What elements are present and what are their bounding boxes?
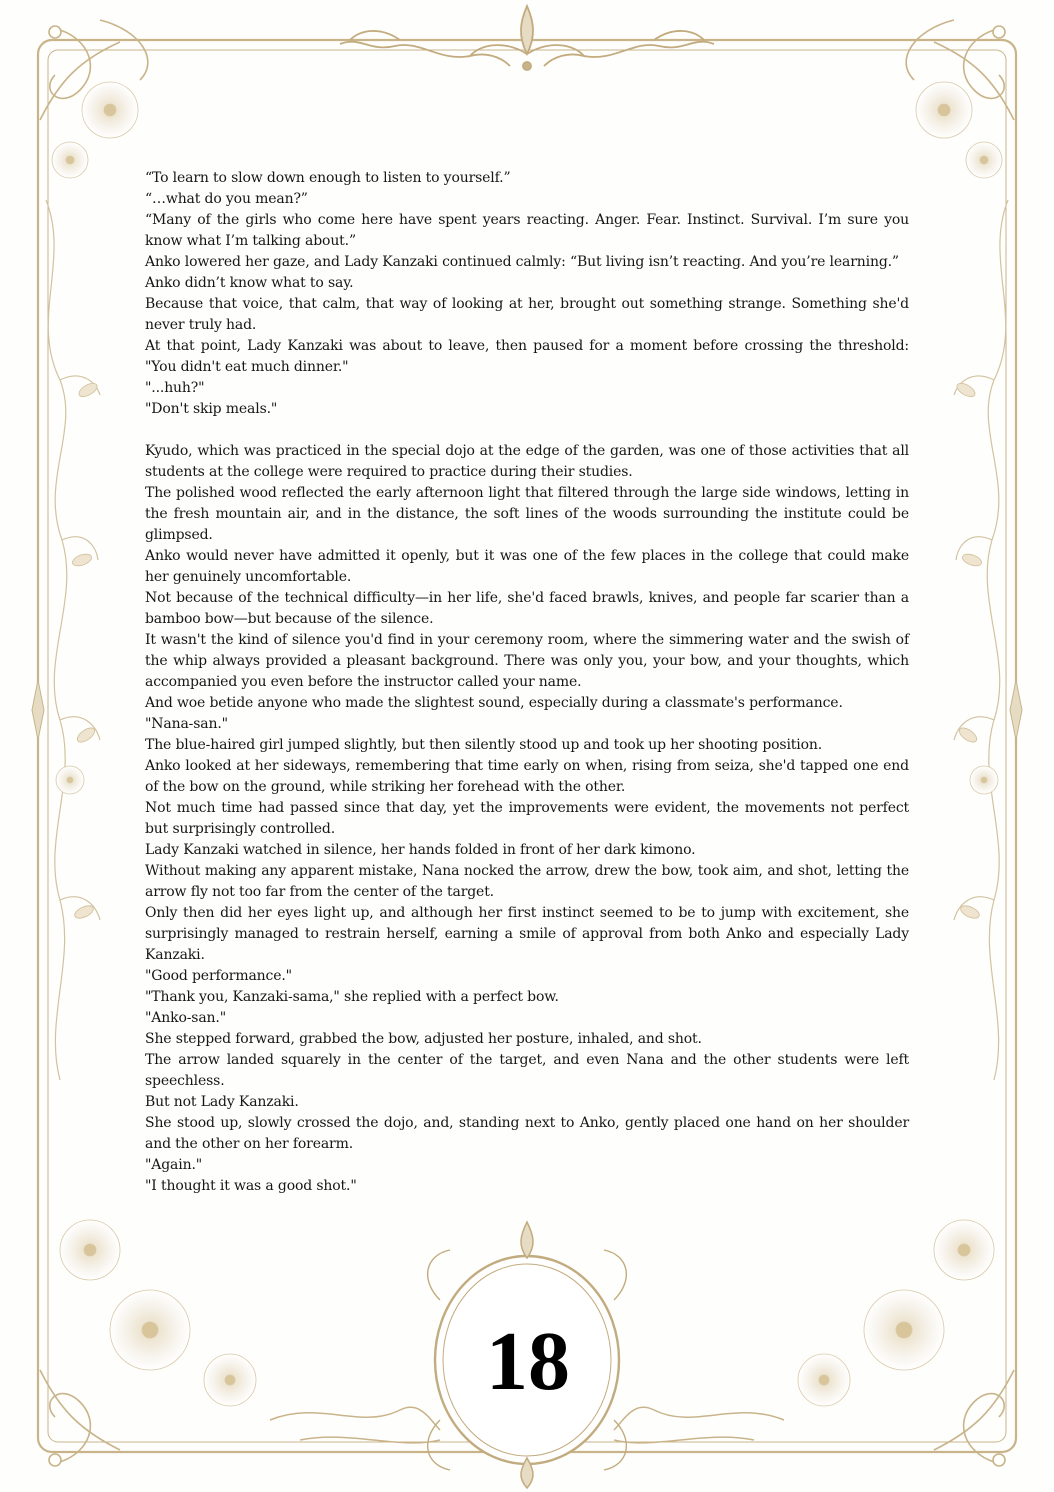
- paragraph: Anko lowered her gaze, and Lady Kanzaki continued calmly: “But living isn’t reacting. And you’re learning.”: [145, 254, 899, 270]
- paragraph: “…what do you mean?”: [145, 191, 308, 207]
- right-vine: [954, 200, 1008, 1080]
- paragraph: It wasn't the kind of silence you'd find in your ceremony room, where the simmering water and the swish of the whip always provided a pleasant background. There was only you, your bow, and your thoughts, which accompanied you even before the instructor called your name.: [145, 632, 909, 690]
- paragraph: "Nana-san.": [145, 716, 228, 732]
- scene-break: [145, 420, 909, 441]
- paragraph: “Many of the girls who come here have spent years reacting. Anger. Fear. Instinct. Survival. I’m sure you know what I’m talking about.”: [145, 212, 909, 249]
- paragraph: "Good performance.": [145, 968, 292, 984]
- paragraph: Anko didn’t know what to say.: [145, 275, 354, 291]
- left-vine: [46, 200, 100, 1080]
- paragraph: Anko looked at her sideways, remembering that time early on when, rising from seiza, she'd tapped one end of the bow on the ground, while striking her forehead with the other.: [145, 758, 909, 795]
- top-fleur-ornament: [340, 6, 714, 70]
- paragraph: "Again.": [145, 1157, 203, 1173]
- paragraph: Lady Kanzaki watched in silence, her hands folded in front of her dark kimono.: [145, 842, 696, 858]
- paragraph: Only then did her eyes light up, and although her first instinct seemed to be to jump with excitement, she surprisingly managed to restrain herself, earning a smile of approval from both Anko and especially Lady Kanzaki.: [145, 905, 909, 963]
- paragraph: "...huh?": [145, 380, 205, 396]
- page-number: 18: [486, 1315, 570, 1408]
- paragraph: The polished wood reflected the early afternoon light that filtered through the large side windows, letting in the fresh mountain air, and in the distance, the soft lines of the woods surrounding the institute could be glimpsed.: [145, 485, 909, 543]
- paragraph: The blue-haired girl jumped slightly, but then silently stood up and took up her shooting position.: [145, 737, 823, 753]
- paragraph: "Don't skip meals.": [145, 401, 278, 417]
- story-text: [145, 168, 909, 1197]
- paragraph: “To learn to slow down enough to listen to yourself.”: [145, 170, 511, 186]
- paragraph: Because that voice, that calm, that way of looking at her, brought out something strange. Something she'd never truly had.: [145, 296, 909, 333]
- paragraph: Without making any apparent mistake, Nana nocked the arrow, drew the bow, took aim, and shot, letting the arrow fly not too far from the center of the target.: [145, 863, 909, 900]
- paragraph: "Thank you, Kanzaki-sama," she replied with a perfect bow.: [145, 989, 559, 1005]
- paragraph: "Anko-san.": [145, 1010, 226, 1026]
- paragraph: But not Lady Kanzaki.: [145, 1094, 299, 1110]
- paragraph: At that point, Lady Kanzaki was about to leave, then paused for a moment before crossing the threshold: "You didn't eat much dinner.": [145, 338, 909, 375]
- paragraph: The arrow landed squarely in the center of the target, and even Nana and the other students were left speechless.: [145, 1052, 909, 1089]
- paragraph: She stepped forward, grabbed the bow, adjusted her posture, inhaled, and shot.: [145, 1031, 702, 1047]
- paragraph: And woe betide anyone who made the slightest sound, especially during a classmate's performance.: [145, 695, 843, 711]
- paragraph: She stood up, slowly crossed the dojo, and, standing next to Anko, gently placed one hand on her shoulder and the other on her forearm.: [145, 1115, 909, 1152]
- paragraph: "I thought it was a good shot.": [145, 1178, 357, 1194]
- paragraph: Anko would never have admitted it openly, but it was one of the few places in the college that could make her genuinely uncomfortable.: [145, 548, 909, 585]
- paragraph: Not because of the technical difficulty—in her life, she'd faced brawls, knives, and people far scarier than a bamboo bow—but because of the silence.: [145, 590, 909, 627]
- paragraph: Not much time had passed since that day, yet the improvements were evident, the movements not perfect but surprisingly controlled.: [145, 800, 909, 837]
- paragraph: Kyudo, which was practiced in the special dojo at the edge of the garden, was one of those activities that all students at the college were required to practice during their studies.: [145, 443, 909, 480]
